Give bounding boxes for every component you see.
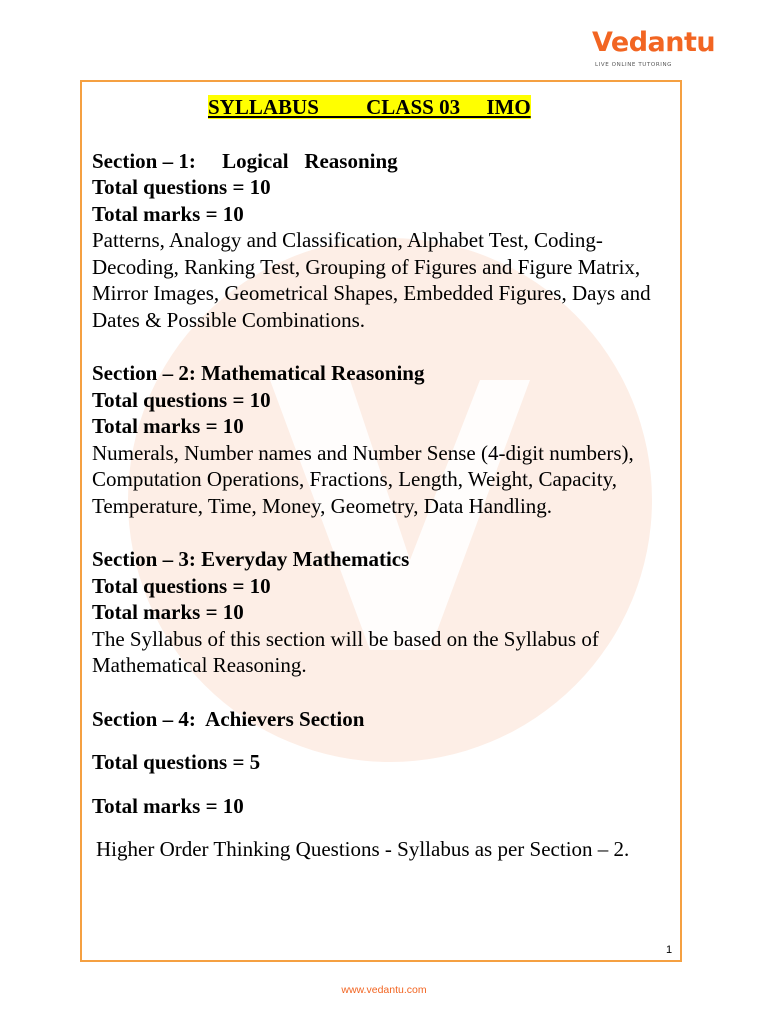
section-topics: The Syllabus of this section will be based on the Syllabus of Mathematical Reasoning. bbox=[92, 626, 599, 677]
logo-tagline: LIVE ONLINE TUTORING bbox=[595, 62, 673, 68]
document-title: SYLLABUS CLASS 03 IMO bbox=[208, 95, 531, 119]
total-marks: Total marks = 10 bbox=[92, 793, 244, 818]
section-heading: Section – 1: Logical Reasoning bbox=[92, 148, 398, 173]
total-questions: Total questions = 5 bbox=[92, 750, 261, 774]
section-1 bbox=[92, 148, 680, 334]
section-2 bbox=[92, 360, 680, 519]
total-marks: Total marks = 10 bbox=[92, 600, 244, 624]
section-4 bbox=[92, 706, 680, 863]
total-questions: Total questions = 10 bbox=[92, 387, 271, 412]
section-heading: Section – 3: Everyday Mathematics bbox=[92, 547, 410, 571]
logo-wordmark: Vedantu bbox=[592, 27, 716, 58]
syllabus-content bbox=[92, 94, 680, 863]
section-heading: Section – 2: Mathematical Reasoning bbox=[92, 361, 425, 385]
section-topics: Higher Order Thinking Questions - Syllabus as per Section – 2. bbox=[96, 837, 630, 861]
vedantu-logo bbox=[592, 26, 716, 74]
total-questions: Total questions = 10 bbox=[92, 175, 271, 199]
total-marks: Total marks = 10 bbox=[92, 414, 244, 438]
section-topics: Patterns, Analogy and Classification, Alphabet Test, Coding-Decoding, Ranking Test, Grouping of Figures and Figure Matrix, Mirror Images, Geometrical Shapes, Embedded Figures, Days and Dates & Possible Combinations. bbox=[92, 228, 651, 332]
section-heading: Section – 4: Achievers Section bbox=[92, 706, 365, 731]
total-marks: Total marks = 10 bbox=[92, 201, 244, 226]
section-3 bbox=[92, 546, 680, 679]
page-number: 1 bbox=[666, 944, 673, 956]
footer-url[interactable]: www.vedantu.com bbox=[341, 984, 427, 996]
total-questions: Total questions = 10 bbox=[92, 573, 271, 598]
section-topics: Numerals, Number names and Number Sense (4-digit numbers), Computation Operations, Fractions, Length, Weight, Capacity, Temperature, Time, Money, Geometry, Data Handling. bbox=[92, 440, 634, 518]
